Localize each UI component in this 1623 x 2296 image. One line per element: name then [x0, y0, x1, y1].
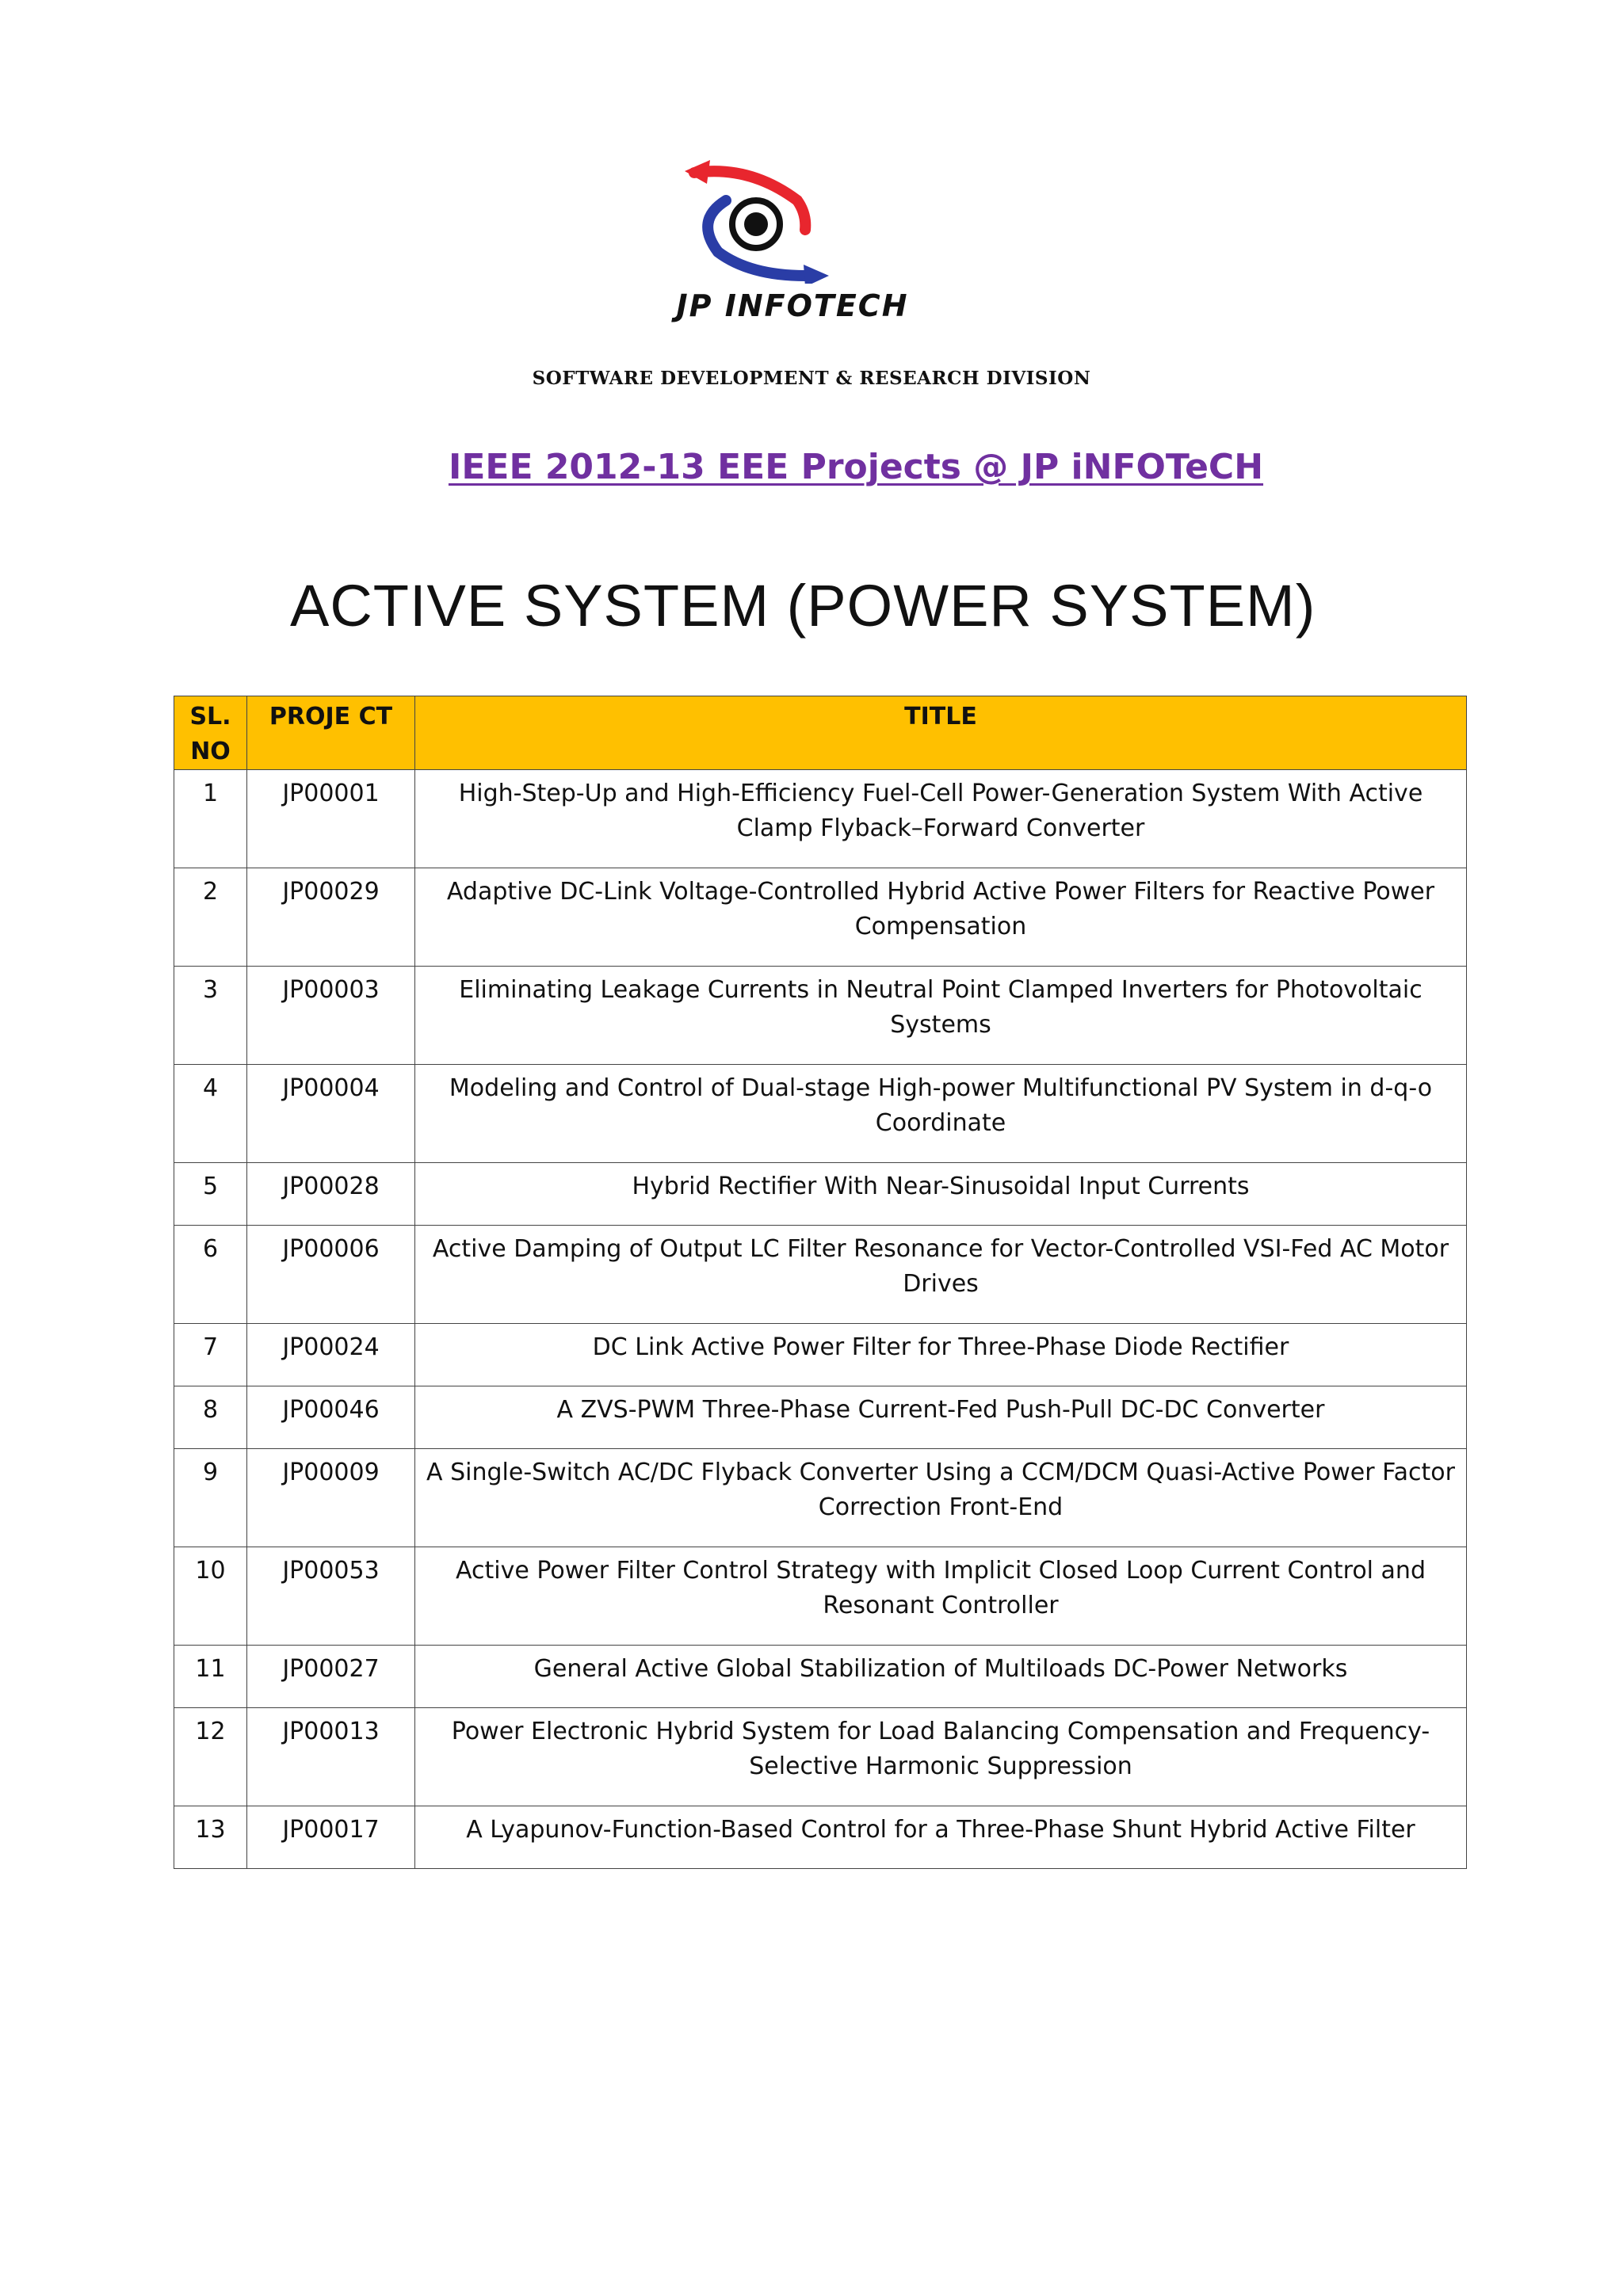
table-row	[174, 1449, 1467, 1547]
sl-cell: 4	[174, 1065, 247, 1163]
project-id-cell: JP00027	[247, 1646, 415, 1708]
project-id-cell: JP00028	[247, 1163, 415, 1226]
sl-cell: 11	[174, 1646, 247, 1708]
title-cell: Power Electronic Hybrid System for Load Balancing Compensation and Frequency-Selective Harmonic Suppression	[415, 1708, 1467, 1806]
title-cell: A Lyapunov-Function-Based Control for a Three-Phase Shunt Hybrid Active Filter	[415, 1806, 1467, 1869]
table-header-row	[174, 696, 1467, 770]
sl-cell: 9	[174, 1449, 247, 1547]
project-id-cell: JP00046	[247, 1386, 415, 1449]
sl-cell: 6	[174, 1226, 247, 1324]
title-cell: Active Power Filter Control Strategy with Implicit Closed Loop Current Control and Resonant Controller	[415, 1547, 1467, 1646]
table-row	[174, 1806, 1467, 1869]
header-project: PROJE CT	[247, 696, 415, 770]
table-row	[174, 1547, 1467, 1646]
project-id-cell: JP00004	[247, 1065, 415, 1163]
title-cell: High-Step-Up and High-Efficiency Fuel-Cell Power-Generation System With Active Clamp Flyback–Forward Converter	[415, 770, 1467, 868]
division-subtitle: SOFTWARE DEVELOPMENT & RESEARCH DIVISION	[532, 368, 1091, 389]
sl-cell: 8	[174, 1386, 247, 1449]
sl-cell: 2	[174, 868, 247, 967]
project-id-cell: JP00001	[247, 770, 415, 868]
project-id-cell: JP00053	[247, 1547, 415, 1646]
title-cell: A ZVS-PWM Three-Phase Current-Fed Push-Pull DC-DC Converter	[415, 1386, 1467, 1449]
title-cell: Active Damping of Output LC Filter Resonance for Vector-Controlled VSI-Fed AC Motor Drives	[415, 1226, 1467, 1324]
title-cell: Hybrid Rectifier With Near-Sinusoidal Input Currents	[415, 1163, 1467, 1226]
table-row	[174, 1226, 1467, 1324]
table-row	[174, 1065, 1467, 1163]
title-cell: General Active Global Stabilization of Multiloads DC-Power Networks	[415, 1646, 1467, 1708]
title-cell: Modeling and Control of Dual-stage High-power Multifunctional PV System in d-q-o Coordinate	[415, 1065, 1467, 1163]
sl-cell: 12	[174, 1708, 247, 1806]
table-row	[174, 1386, 1467, 1449]
title-cell: A Single-Switch AC/DC Flyback Converter Using a CCM/DCM Quasi-Active Power Factor Correction Front-End	[415, 1449, 1467, 1547]
project-id-cell: JP00006	[247, 1226, 415, 1324]
table-row	[174, 967, 1467, 1065]
table-row	[174, 1324, 1467, 1386]
project-id-cell: JP00003	[247, 967, 415, 1065]
sl-cell: 1	[174, 770, 247, 868]
page-title: ACTIVE SYSTEM (POWER SYSTEM)	[290, 573, 1316, 639]
table-row	[174, 1646, 1467, 1708]
project-id-cell: JP00013	[247, 1708, 415, 1806]
header-title: TITLE	[415, 696, 1467, 770]
sl-cell: 13	[174, 1806, 247, 1869]
table-row	[174, 1163, 1467, 1226]
headline-link[interactable]: IEEE 2012-13 EEE Projects @ JP iNFOTeCH	[448, 447, 1264, 487]
project-id-cell: JP00029	[247, 868, 415, 967]
header-sl-no: SL. NO	[174, 696, 247, 770]
brand-name: JP INFOTECH	[676, 288, 909, 323]
project-table	[174, 696, 1467, 1869]
title-cell: DC Link Active Power Filter for Three-Phase Diode Rectifier	[415, 1324, 1467, 1386]
project-id-cell: JP00017	[247, 1806, 415, 1869]
sl-cell: 5	[174, 1163, 247, 1226]
project-id-cell: JP00024	[247, 1324, 415, 1386]
title-cell: Adaptive DC-Link Voltage-Controlled Hybrid Active Power Filters for Reactive Power Compensation	[415, 868, 1467, 967]
table-row	[174, 868, 1467, 967]
table-row	[174, 1708, 1467, 1806]
table-row	[174, 770, 1467, 868]
title-cell: Eliminating Leakage Currents in Neutral Point Clamped Inverters for Photovoltaic Systems	[415, 967, 1467, 1065]
sl-cell: 3	[174, 967, 247, 1065]
sl-cell: 10	[174, 1547, 247, 1646]
sl-cell: 7	[174, 1324, 247, 1386]
project-id-cell: JP00009	[247, 1449, 415, 1547]
swirl-eye-logo-icon	[678, 157, 837, 284]
